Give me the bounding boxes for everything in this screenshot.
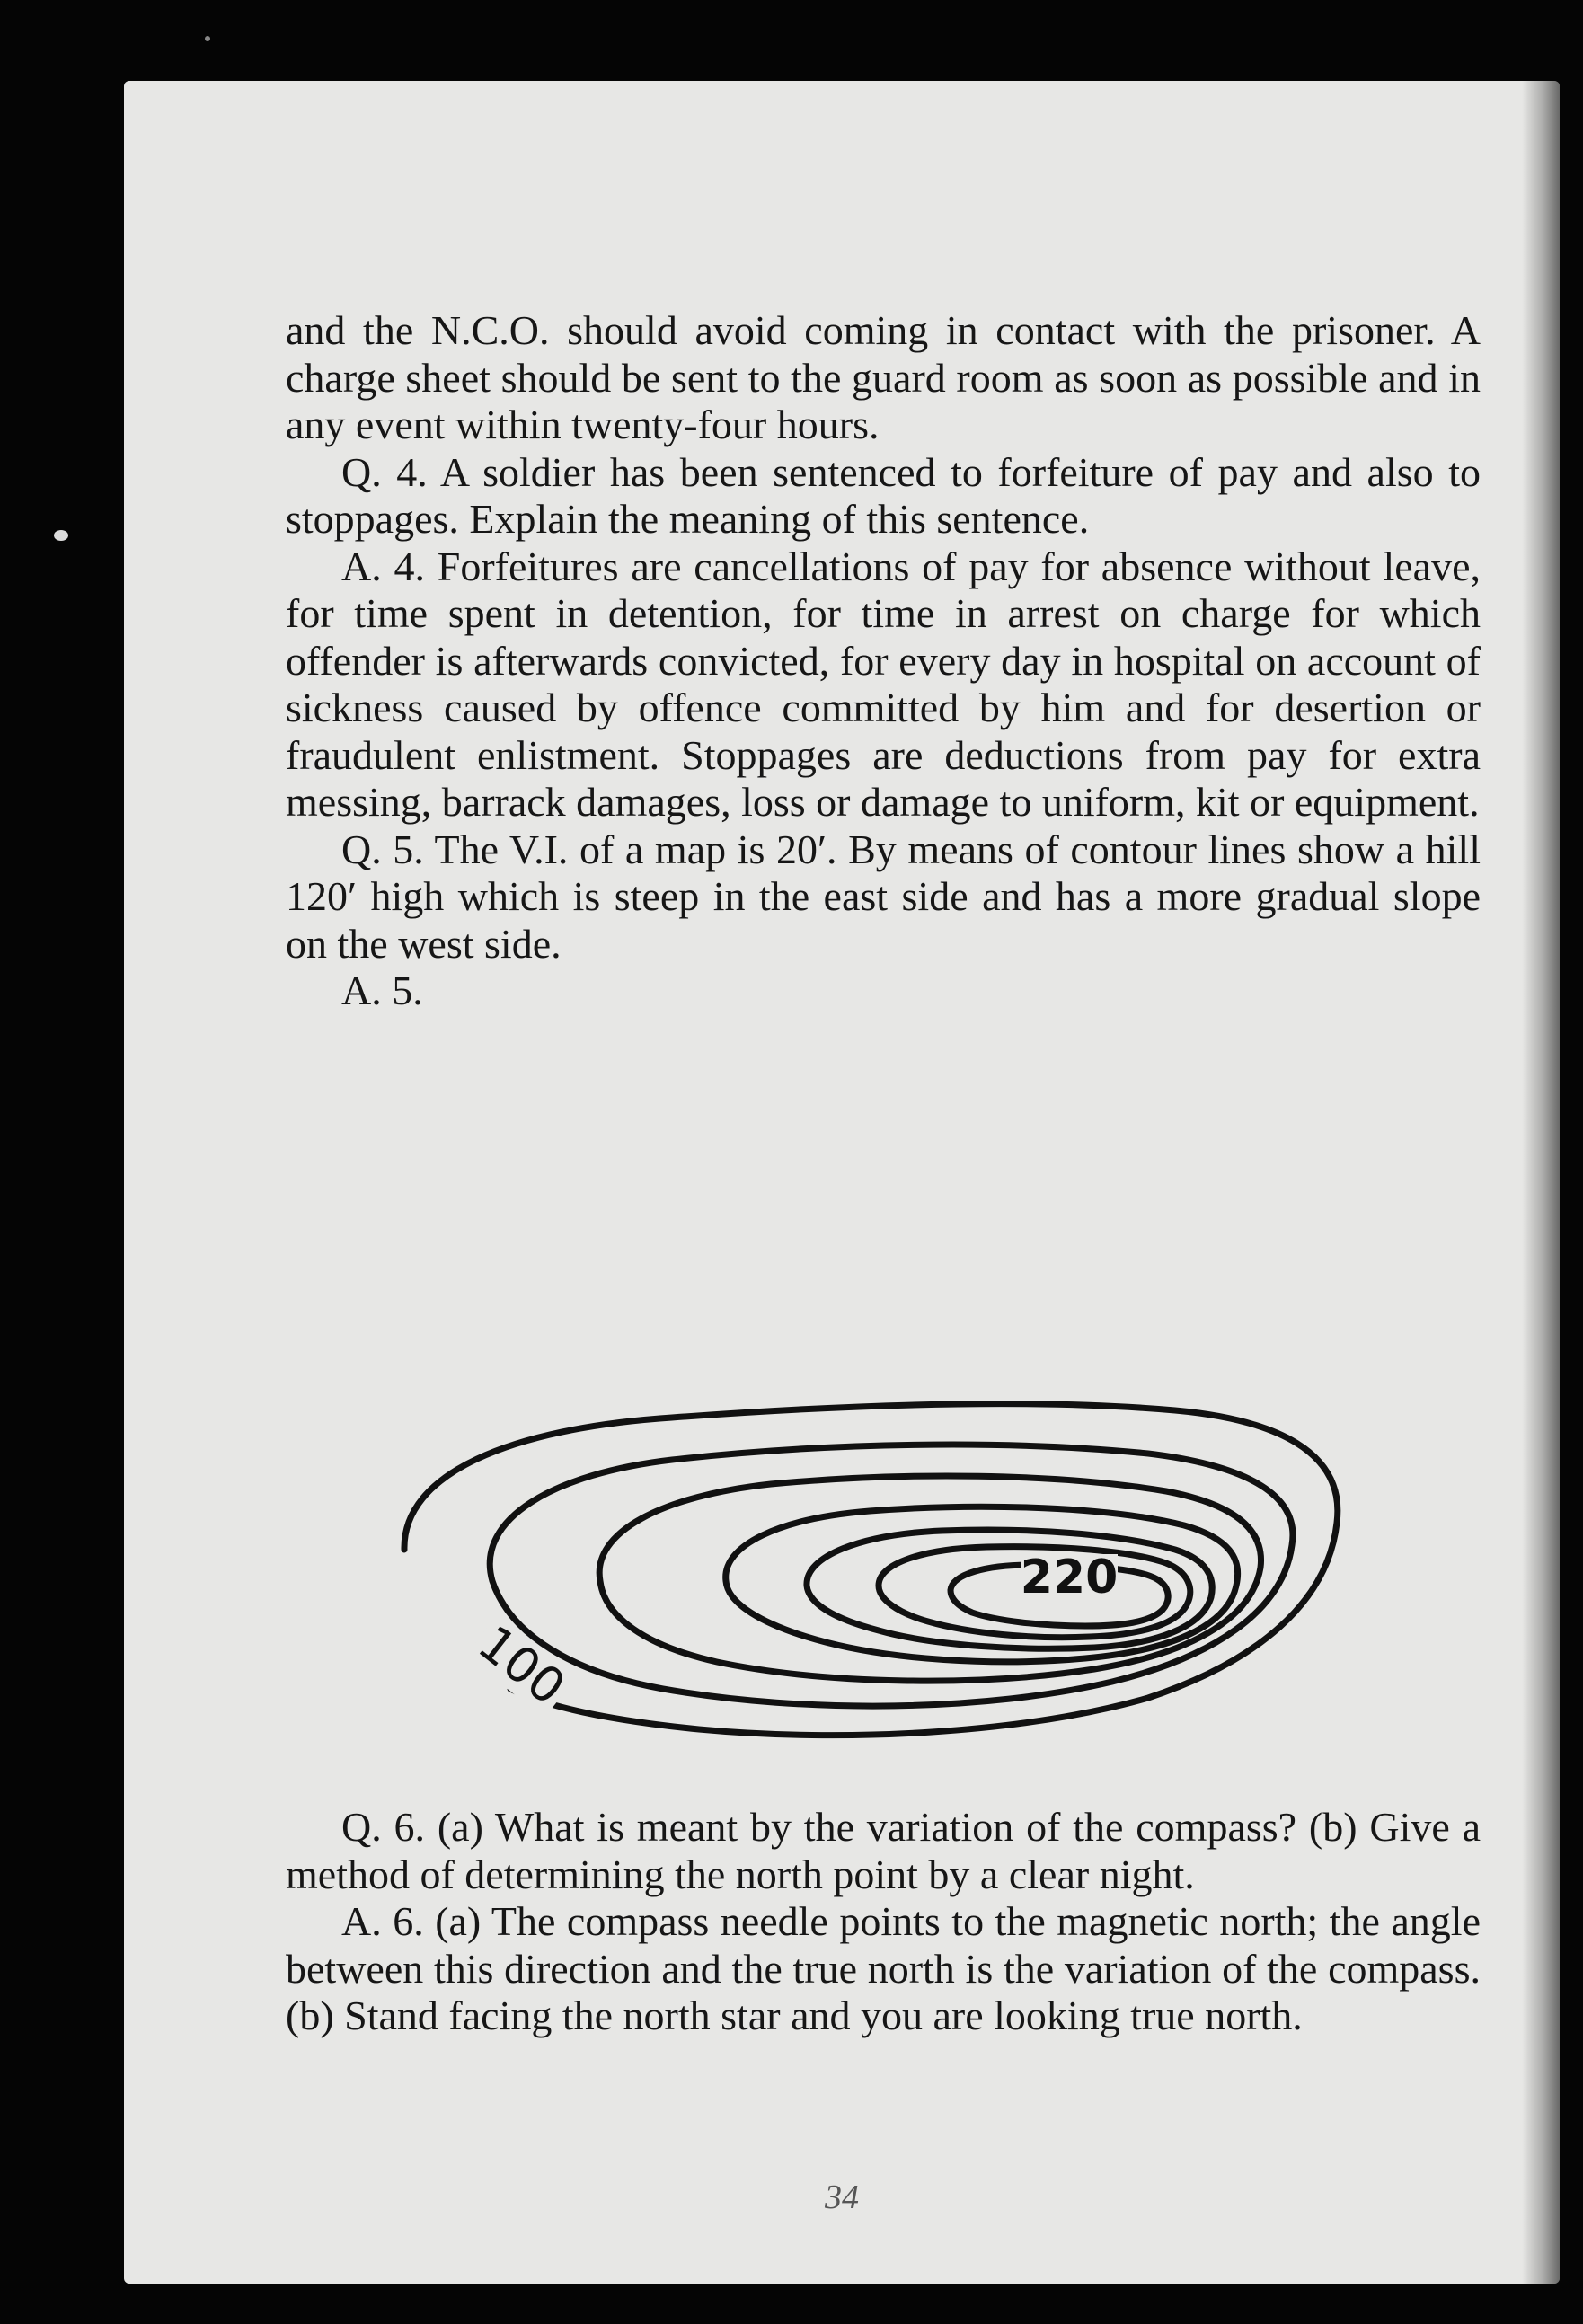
text-block-top bbox=[286, 307, 1481, 1015]
page-gutter-shadow bbox=[1522, 81, 1560, 2284]
contour-map-figure bbox=[376, 1365, 1400, 1824]
answer-5-label: A. 5. bbox=[341, 968, 423, 1013]
paragraph-continuation: and the N.C.O. should avoid coming in contact with the prisoner. A charge sheet should be sent to the guard room as soon as possible and in any event within twenty-four hours. bbox=[286, 307, 1481, 447]
question-6: Q. 6. (a) What is meant by the variation of the compass? (b) Give a method of determining the north point by a clear night. bbox=[286, 1804, 1481, 1897]
answer-6: A. 6. (a) The compass needle points to the magnetic north; the angle between this direction and the true north is the variation of the compass. (b) Stand facing the north star and you are looking true north. bbox=[286, 1898, 1481, 2038]
scan-speck bbox=[205, 36, 210, 41]
contour-map-svg bbox=[376, 1365, 1400, 1824]
contour-label-220: 220 bbox=[1020, 1551, 1119, 1604]
answer-4: A. 4. Forfeitures are cancellations of pay for absence without leave, for time spent in detention, for time in arrest on charge for which offender is afterwards convicted, for every day in hospital on account of sickness caused by offence committed by him and for desertion or fraudulent enlistment. Stoppages are deductions from pay for extra messing, barrack damages, loss or damage to uniform, kit or equipment. bbox=[286, 543, 1481, 825]
text-block-bottom bbox=[286, 1804, 1481, 2040]
book-page bbox=[124, 81, 1560, 2284]
scan-speck bbox=[54, 530, 68, 541]
question-5: Q. 5. The V.I. of a map is 20′. By means of contour lines show a hill 120′ high which is steep in the east side and has a more gradual slope on the west side. bbox=[286, 826, 1481, 967]
contour-line-120 bbox=[490, 1445, 1293, 1706]
question-4: Q. 4. A soldier has been sentenced to forfeiture of pay and also to stoppages. Explain the meaning of this sentence. bbox=[286, 448, 1481, 542]
page-number: 34 bbox=[825, 2178, 859, 2216]
contour-label-100: 100 bbox=[467, 1614, 576, 1717]
